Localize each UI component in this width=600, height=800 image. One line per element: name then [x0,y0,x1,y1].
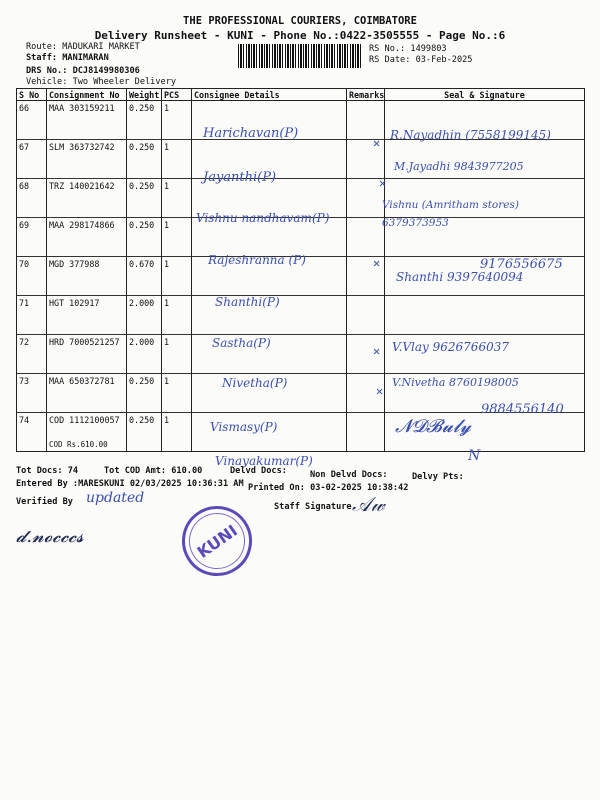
col-seal: Seal & Signature [385,89,585,101]
consignment-cell: MAA 303159211 [49,103,115,113]
weight-cell: 2.000 [129,298,155,308]
weight-cell: 0.250 [129,415,155,425]
weight-cell: 0.250 [129,376,155,386]
route-text: Route: MADUKARI MARKET [26,42,140,52]
non-delivered-docs: Non Delvd Docs: [310,470,388,480]
staff-signature: 𝒜𝓌 [352,492,385,516]
sno-cell: 67 [19,142,30,152]
remark-mark: ✕ [373,344,381,358]
sno-cell: 69 [19,220,30,230]
route-info [26,42,176,88]
consignee-handwriting: Nivetha(P) [222,376,288,390]
consignment-cell: COD 1112100057 [49,415,120,425]
seal-handwriting: R.Nayadhin (7558199145) [390,128,551,142]
pcs-cell: 1 [164,103,170,113]
delivery-points: Delvy Pts: [412,472,464,482]
seal-handwriting: V.Vlay 9626766037 [392,340,509,354]
col-pcs: PCS [162,89,192,101]
consignment-cell: SLM 363732742 [49,142,115,152]
col-consignment: Consignment No [47,89,127,101]
consignment-cell: TRZ 140021642 [49,181,115,191]
seal-handwriting: M.Jayadhi 9843977205 [394,160,524,173]
runsheet-subtitle: Delivery Runsheet - KUNI - Phone No.:0422-3505555 - Page No.:6 [94,29,506,42]
remark-mark: ✕ [376,384,384,398]
consignment-cell: HGT 102917 [49,298,100,308]
consignment-cell: MGD 377988 [49,259,100,269]
weight-cell: 2.000 [129,337,155,347]
consignee-handwriting: Vismasy(P) [210,420,278,434]
weight-cell: 0.250 [129,142,155,152]
seal-handwriting: Vishnu (Amritham stores) 6379373953 [382,199,519,229]
remark-mark: ✕ [379,176,387,190]
table-row [17,296,585,335]
pcs-cell: 1 [164,415,170,425]
consignment-cell: MAA 298174866 [49,220,115,230]
remark-mark: ✕ [373,256,381,270]
weight-cell: 0.250 [129,181,155,191]
barcode [238,44,362,68]
sno-cell: 71 [19,298,30,308]
consignee-handwriting: Harichavan(P) [203,126,299,141]
cod-note: COD Rs.610.00 [49,440,108,449]
remark-mark: ✕ [373,136,381,150]
verified-by-label: Verified By [16,497,73,507]
total-docs: Tot Docs: 74 [16,466,79,476]
verified-handwriting: updated [86,490,145,506]
consignee-handwriting: Rajeshranna (P) [208,253,306,267]
consignment-cell: HRD 7000521257 [49,337,120,347]
pcs-cell: 1 [164,337,170,347]
pcs-cell: 1 [164,376,170,386]
rs-info [369,44,472,66]
seal-handwriting: Shanthi 9397640094 [396,270,524,284]
pcs-cell: 1 [164,298,170,308]
seal-handwriting: V.Nivetha 8760198005 [392,376,519,389]
seal-handwriting: 9176556675 [480,257,563,272]
sno-cell: 74 [19,415,30,425]
consignee-handwriting: Vinayakumar(P) [215,454,313,468]
delivered-docs: Delvd Docs: [230,466,287,476]
consignee-handwriting: Jayanthi(P) [203,170,277,185]
printed-on: Printed On: 03-02-2025 10:38:42 [248,483,409,493]
rs-number: RS No.: 1499803 [369,44,447,54]
sno-cell: 66 [19,103,30,113]
weight-cell: 0.250 [129,220,155,230]
table-header-row [17,89,585,101]
rs-date: RS Date: 03-Feb-2025 [369,55,473,65]
weight-cell: 0.250 [129,103,155,113]
col-consignee: Consignee Details [192,89,347,101]
signature-scribble: 𝓝𝓓𝓑𝓾𝓵𝔂 [395,416,472,437]
stamp-text: KUNI [193,520,241,562]
sno-cell: 72 [19,337,30,347]
entered-by: Entered By :MARESKUNI 02/03/2025 10:36:31 AM [16,479,244,489]
seal-handwriting: 9884556140 [481,402,564,417]
pcs-cell: 1 [164,220,170,230]
consignment-cell: MAA 650372781 [49,376,115,386]
col-weight: Weight [127,89,162,101]
vehicle-text: Vehicle: Two Wheeler Delivery [26,77,177,87]
sno-cell: 70 [19,259,30,269]
pcs-cell: 1 [164,181,170,191]
col-sno: S No [17,89,47,101]
pcs-cell: 1 [164,259,170,269]
drs-text: DRS No.: DCJ8149980306 [26,66,140,76]
staff-text: Staff: MANIMARAN [26,53,109,63]
consignee-handwriting: Sastha(P) [212,336,271,350]
company-title: THE PROFESSIONAL COURIERS, COIMBATORE [183,15,417,27]
weight-cell: 0.670 [129,259,155,269]
table-row [17,413,585,452]
verifier-signature: 𝓭.𝓷𝓸𝓬𝓬𝓬𝓼 [16,526,84,547]
total-cod: Tot COD Amt: 610.00 [104,466,203,476]
seal-handwriting: N [468,448,481,464]
consignee-handwriting: Shanthi(P) [215,295,280,309]
sno-cell: 68 [19,181,30,191]
kuni-stamp [168,492,265,589]
sno-cell: 73 [19,376,30,386]
pcs-cell: 1 [164,142,170,152]
consignee-handwriting: Vishnu nandhavam(P) [196,211,330,225]
col-remarks: Remarks [347,89,385,101]
staff-signature-label: Staff Signature [274,502,352,512]
